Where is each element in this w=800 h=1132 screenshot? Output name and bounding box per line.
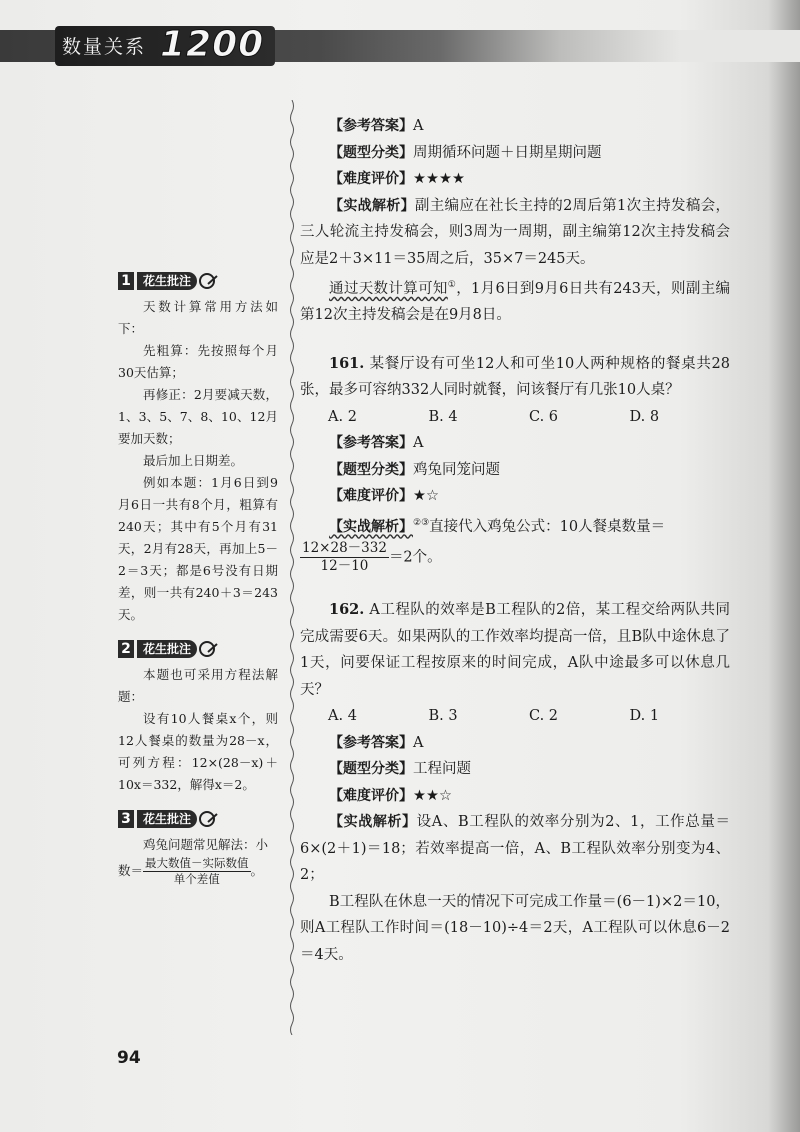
- type-value: 鸡兔同笼问题: [413, 461, 500, 478]
- type-line: [300, 756, 730, 783]
- note-number: 3: [118, 810, 134, 828]
- note-2: [118, 638, 278, 796]
- difficulty-line: [300, 483, 730, 510]
- formula-suffix: 。: [250, 863, 264, 878]
- note-text: 例如本题：1月6日到9月6日一共有8个月，粗算有240天；其中有5个月有31天，2月有28天，再加上5－2＝3天；都是6号没有日期差，则一共有240＋3＝243天。: [118, 475, 278, 622]
- type-value: 周期循环问题＋日期星期问题: [413, 144, 602, 161]
- fraction-denominator: 单个差值: [173, 872, 220, 886]
- difficulty-tag: 【难度评价】: [329, 787, 413, 804]
- options-161: [300, 404, 730, 431]
- note-1: [118, 270, 278, 626]
- fraction-numerator: 12×28－332: [302, 540, 387, 557]
- answer-value: A: [413, 435, 424, 452]
- answer-tag: 【参考答案】: [329, 734, 413, 751]
- analysis-text: ，1月6日到9月6日共有243天，则副主编第12次主持发稿会是在9月8日。: [300, 280, 731, 324]
- note-text: 天数计算常用方法如下：: [118, 299, 278, 336]
- question-text: 某餐厅设有可坐12人和可坐10人两种规格的餐桌共28张，最多可容纳332人同时就餐，问该餐厅有几张10人桌？: [300, 355, 730, 399]
- note-text: 再修正：2月要减天数，1、3、5、7、8、10、12月要加天数；: [118, 387, 278, 446]
- answer-value: A: [413, 734, 424, 751]
- question-number: 161.: [329, 354, 365, 372]
- wavy-divider: [289, 100, 295, 1035]
- difficulty-tag: 【难度评价】: [329, 488, 413, 505]
- note-2-title: [118, 638, 278, 660]
- note-label: 花生批注: [137, 640, 197, 658]
- type-tag: 【题型分类】: [329, 761, 413, 778]
- wavy-underlined-text: 通过天数计算可知: [329, 280, 448, 297]
- question-number: 162.: [329, 601, 365, 619]
- option-d: D. 1: [629, 708, 660, 725]
- note-formula: [118, 856, 278, 887]
- pen-icon: [199, 640, 219, 658]
- answer-line: [300, 113, 730, 140]
- option-c: C. 2: [529, 708, 559, 725]
- formula-suffix: ＝2个。: [388, 549, 442, 566]
- formula-fraction: [143, 856, 251, 887]
- type-value: 工程问题: [413, 761, 471, 778]
- book-title-number: 1200: [160, 24, 265, 65]
- analysis-text: 副主编应在社长主持的2周后第1次主持发稿会，三人轮流主持发稿会，则3周为一周期，副主编第12次主持发稿会应是2＋3×11＝35周之后，35×7＝245天。: [300, 197, 731, 267]
- note-ref: ①: [447, 280, 457, 290]
- header-banner: [0, 22, 800, 70]
- note-text: 最后加上日期差。: [143, 453, 244, 468]
- book-title-cn: 数量关系: [62, 36, 147, 58]
- fraction-denominator: 12－10: [320, 558, 369, 575]
- difficulty-line: [300, 783, 730, 810]
- analysis-tag: 【实战解析】: [329, 518, 413, 535]
- note-text: 本题也可采用方程法解题：: [118, 667, 278, 704]
- difficulty-stars: ★☆: [413, 488, 439, 505]
- note-1-title: [118, 270, 278, 292]
- analysis-tag: 【实战解析】: [329, 197, 415, 214]
- difficulty-stars: ★★★★: [413, 171, 465, 187]
- difficulty-line: [300, 166, 730, 193]
- note-3: [118, 808, 278, 887]
- note-text: 设有10人餐桌x个，则12人餐桌的数量为28－x，可列方程：12×(28－x)＋10x＝332，解得x＝2。: [118, 711, 278, 792]
- main-content: [300, 113, 730, 968]
- note-text: 鸡兔问题常见解法：小: [143, 837, 269, 852]
- analysis-paragraph: [300, 193, 730, 273]
- note-ref: ②③: [413, 517, 430, 528]
- question-161: [300, 351, 730, 404]
- option-c: C. 6: [529, 408, 559, 425]
- note-label: 花生批注: [137, 810, 197, 828]
- analysis-text: 设A、B工程队的效率分别为2、1，工作总量＝6×(2＋1)＝18；若效率提高一倍，A、B工程队效率分别变为4、2；: [300, 814, 731, 884]
- answer-line: [300, 730, 730, 757]
- question-162: [300, 597, 730, 703]
- pen-icon: [199, 810, 219, 828]
- difficulty-tag: 【难度评价】: [329, 171, 413, 187]
- analysis-formula: [300, 540, 730, 575]
- option-b: B. 4: [428, 408, 458, 425]
- answer-value: A: [413, 118, 424, 134]
- analysis-paragraph: [300, 510, 730, 540]
- fraction-numerator: 最大数值－实际数值: [145, 856, 249, 870]
- type-tag: 【题型分类】: [329, 461, 413, 478]
- sidebar-notes: [118, 270, 278, 899]
- type-tag: 【题型分类】: [329, 144, 413, 161]
- analysis-paragraph: [300, 809, 730, 889]
- formula-prefix: 数＝: [118, 863, 144, 878]
- formula-fraction: [300, 540, 389, 575]
- question-text: A工程队的效率是B工程队的2倍，某工程交给两队共同完成需要6天。如果两队的工作效率均提高一倍，且B队中途休息了1天，问要保证工程按原来的时间完成，A队中途最多可以休息几天？: [300, 602, 730, 698]
- note-3-title: [118, 808, 278, 830]
- analysis-paragraph-2: [300, 272, 730, 329]
- analysis-paragraph-2: B工程队在休息一天的情况下可完成工作量＝(6－1)×2＝10，则A工程队工作时间＝(18－10)÷4＝2天，A工程队可以休息6－2＝4天。: [300, 893, 730, 963]
- note-label: 花生批注: [137, 272, 197, 290]
- answer-tag: 【参考答案】: [329, 435, 413, 452]
- option-d: D. 8: [629, 408, 660, 425]
- option-a: A. 2: [328, 408, 357, 425]
- pen-icon: [199, 272, 219, 290]
- answer-line: [300, 430, 730, 457]
- note-number: 2: [118, 640, 134, 658]
- analysis-text: 直接代入鸡兔公式：10人餐桌数量＝: [429, 518, 666, 535]
- note-text: 先粗算：先按照每个月30天估算；: [118, 343, 278, 380]
- page-number: 94: [117, 1048, 141, 1068]
- analysis-tag: 【实战解析】: [329, 814, 417, 831]
- option-a: A. 4: [328, 708, 357, 725]
- answer-tag: 【参考答案】: [329, 118, 413, 134]
- options-162: [300, 703, 730, 730]
- option-b: B. 3: [428, 708, 458, 725]
- note-number: 1: [118, 272, 134, 290]
- difficulty-stars: ★★☆: [413, 787, 452, 804]
- type-line: [300, 140, 730, 167]
- type-line: [300, 457, 730, 484]
